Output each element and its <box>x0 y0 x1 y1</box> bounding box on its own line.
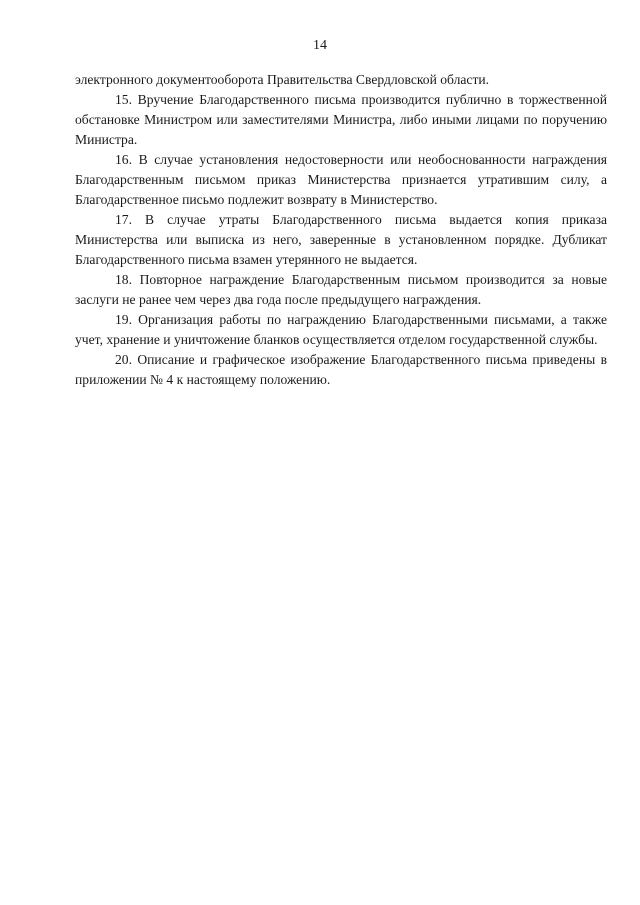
paragraph-20: 20. Описание и графическое изображение Благодарственного письма приведены в приложении № 4 к настоящему положению. <box>75 352 607 387</box>
document-body <box>75 70 607 390</box>
paragraph-18: 18. Повторное награждение Благодарственным письмом производится за новые заслуги не ранее чем через два года после предыдущего награждения. <box>75 272 607 307</box>
page-number: 14 <box>313 38 327 53</box>
paragraph-15: 15. Вручение Благодарственного письма производится публично в торжественной обстановке Министром или заместителями Министра, либо иными лицами по поручению Министра. <box>75 92 607 147</box>
paragraph-continuation: электронного документооборота Правительства Свердловской области. <box>75 72 490 87</box>
paragraph-19: 19. Организация работы по награждению Благодарственными письмами, а также учет, хранение и уничтожение бланков осуществляется отделом государственной службы. <box>75 312 607 347</box>
paragraph-17: 17. В случае утраты Благодарственного письма выдается копия приказа Министерства или выписка из него, заверенные в установленном порядке. Дубликат Благодарственного письма взамен утерянного не выдается. <box>75 212 607 267</box>
paragraph-16: 16. В случае установления недостоверности или необоснованности награждения Благодарственным письмом приказ Министерства признается утратившим силу, а Благодарственное письмо подлежит возврату в Министерство. <box>75 152 607 207</box>
